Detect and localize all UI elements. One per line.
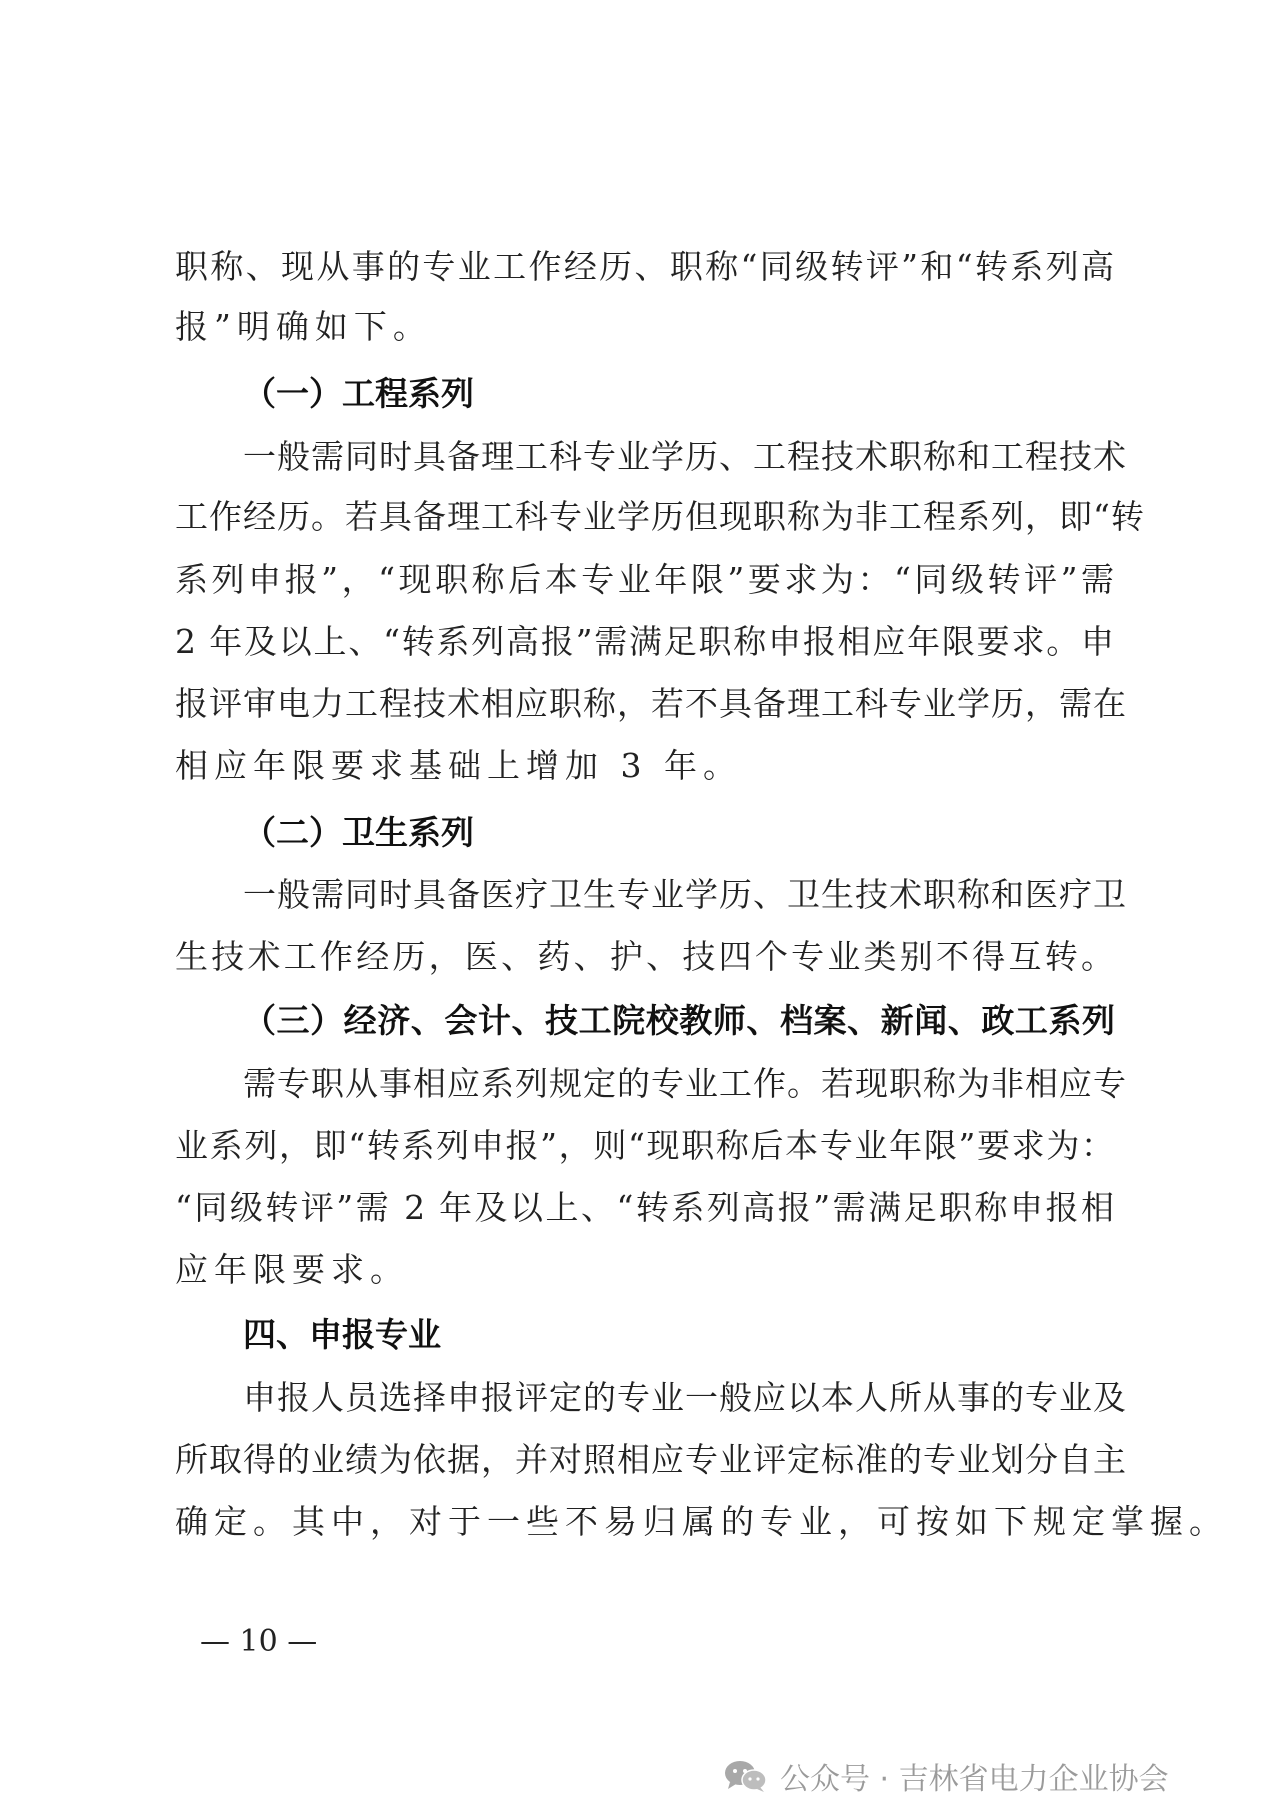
paragraph-line: 需专职从事相应系列规定的专业工作。若现职称为非相应专 [243,1064,1127,1103]
paragraph-line: 应年限要求。 [175,1250,409,1289]
watermark [722,1754,1169,1798]
paragraph-line: 一般需同时具备理工科专业学历、工程技术职称和工程技术 [243,437,1127,476]
page-number: — 10 — [200,1624,318,1659]
paragraph-line: 报”明确如下。 [175,307,432,346]
section-heading-economy: （三）经济、会计、技工院校教师、档案、新闻、政工系列 [243,1001,1115,1040]
wechat-icon [722,1758,770,1794]
paragraph-line: 工作经历。若具备理工科专业学历但现职称为非工程系列，即“转 [175,497,1145,536]
paragraph-line: “同级转评”需 2 年及以上、“转系列高报”需满足职称申报相 [175,1188,1115,1227]
paragraph-line: 职称、现从事的专业工作经历、职称“同级转评”和“转系列高 [175,247,1115,286]
section-heading-application-major: 四、申报专业 [243,1315,441,1354]
paragraph-line: 报评审电力工程技术相应职称，若不具备理工科专业学历，需在 [175,684,1127,723]
paragraph-line: 确定。其中，对于一些不易归属的专业，可按如下规定掌握。 [175,1502,1228,1541]
paragraph-line: 业系列，即“转系列申报”，则“现职称后本专业年限”要求为： [175,1126,1115,1165]
paragraph-line: 所取得的业绩为依据，并对照相应专业评定标准的专业划分自主 [175,1440,1127,1479]
paragraph-line: 系列申报”，“现职称后本专业年限”要求为：“同级转评”需 [175,560,1115,599]
section-heading-engineering: （一）工程系列 [243,374,474,413]
paragraph-line: 相应年限要求基础上增加 3 年。 [175,746,742,785]
section-heading-health: （二）卫生系列 [243,813,474,852]
paragraph-line: 生技术工作经历，医、药、护、技四个专业类别不得互转。 [175,937,1115,976]
paragraph-line: 一般需同时具备医疗卫生专业学历、卫生技术职称和医疗卫 [243,875,1127,914]
watermark-text: 公众号 · 吉林省电力企业协会 [780,1762,1169,1797]
paragraph-line: 2 年及以上、“转系列高报”需满足职称申报相应年限要求。申 [175,622,1115,661]
paragraph-line: 申报人员选择申报评定的专业一般应以本人所从事的专业及 [243,1378,1127,1417]
